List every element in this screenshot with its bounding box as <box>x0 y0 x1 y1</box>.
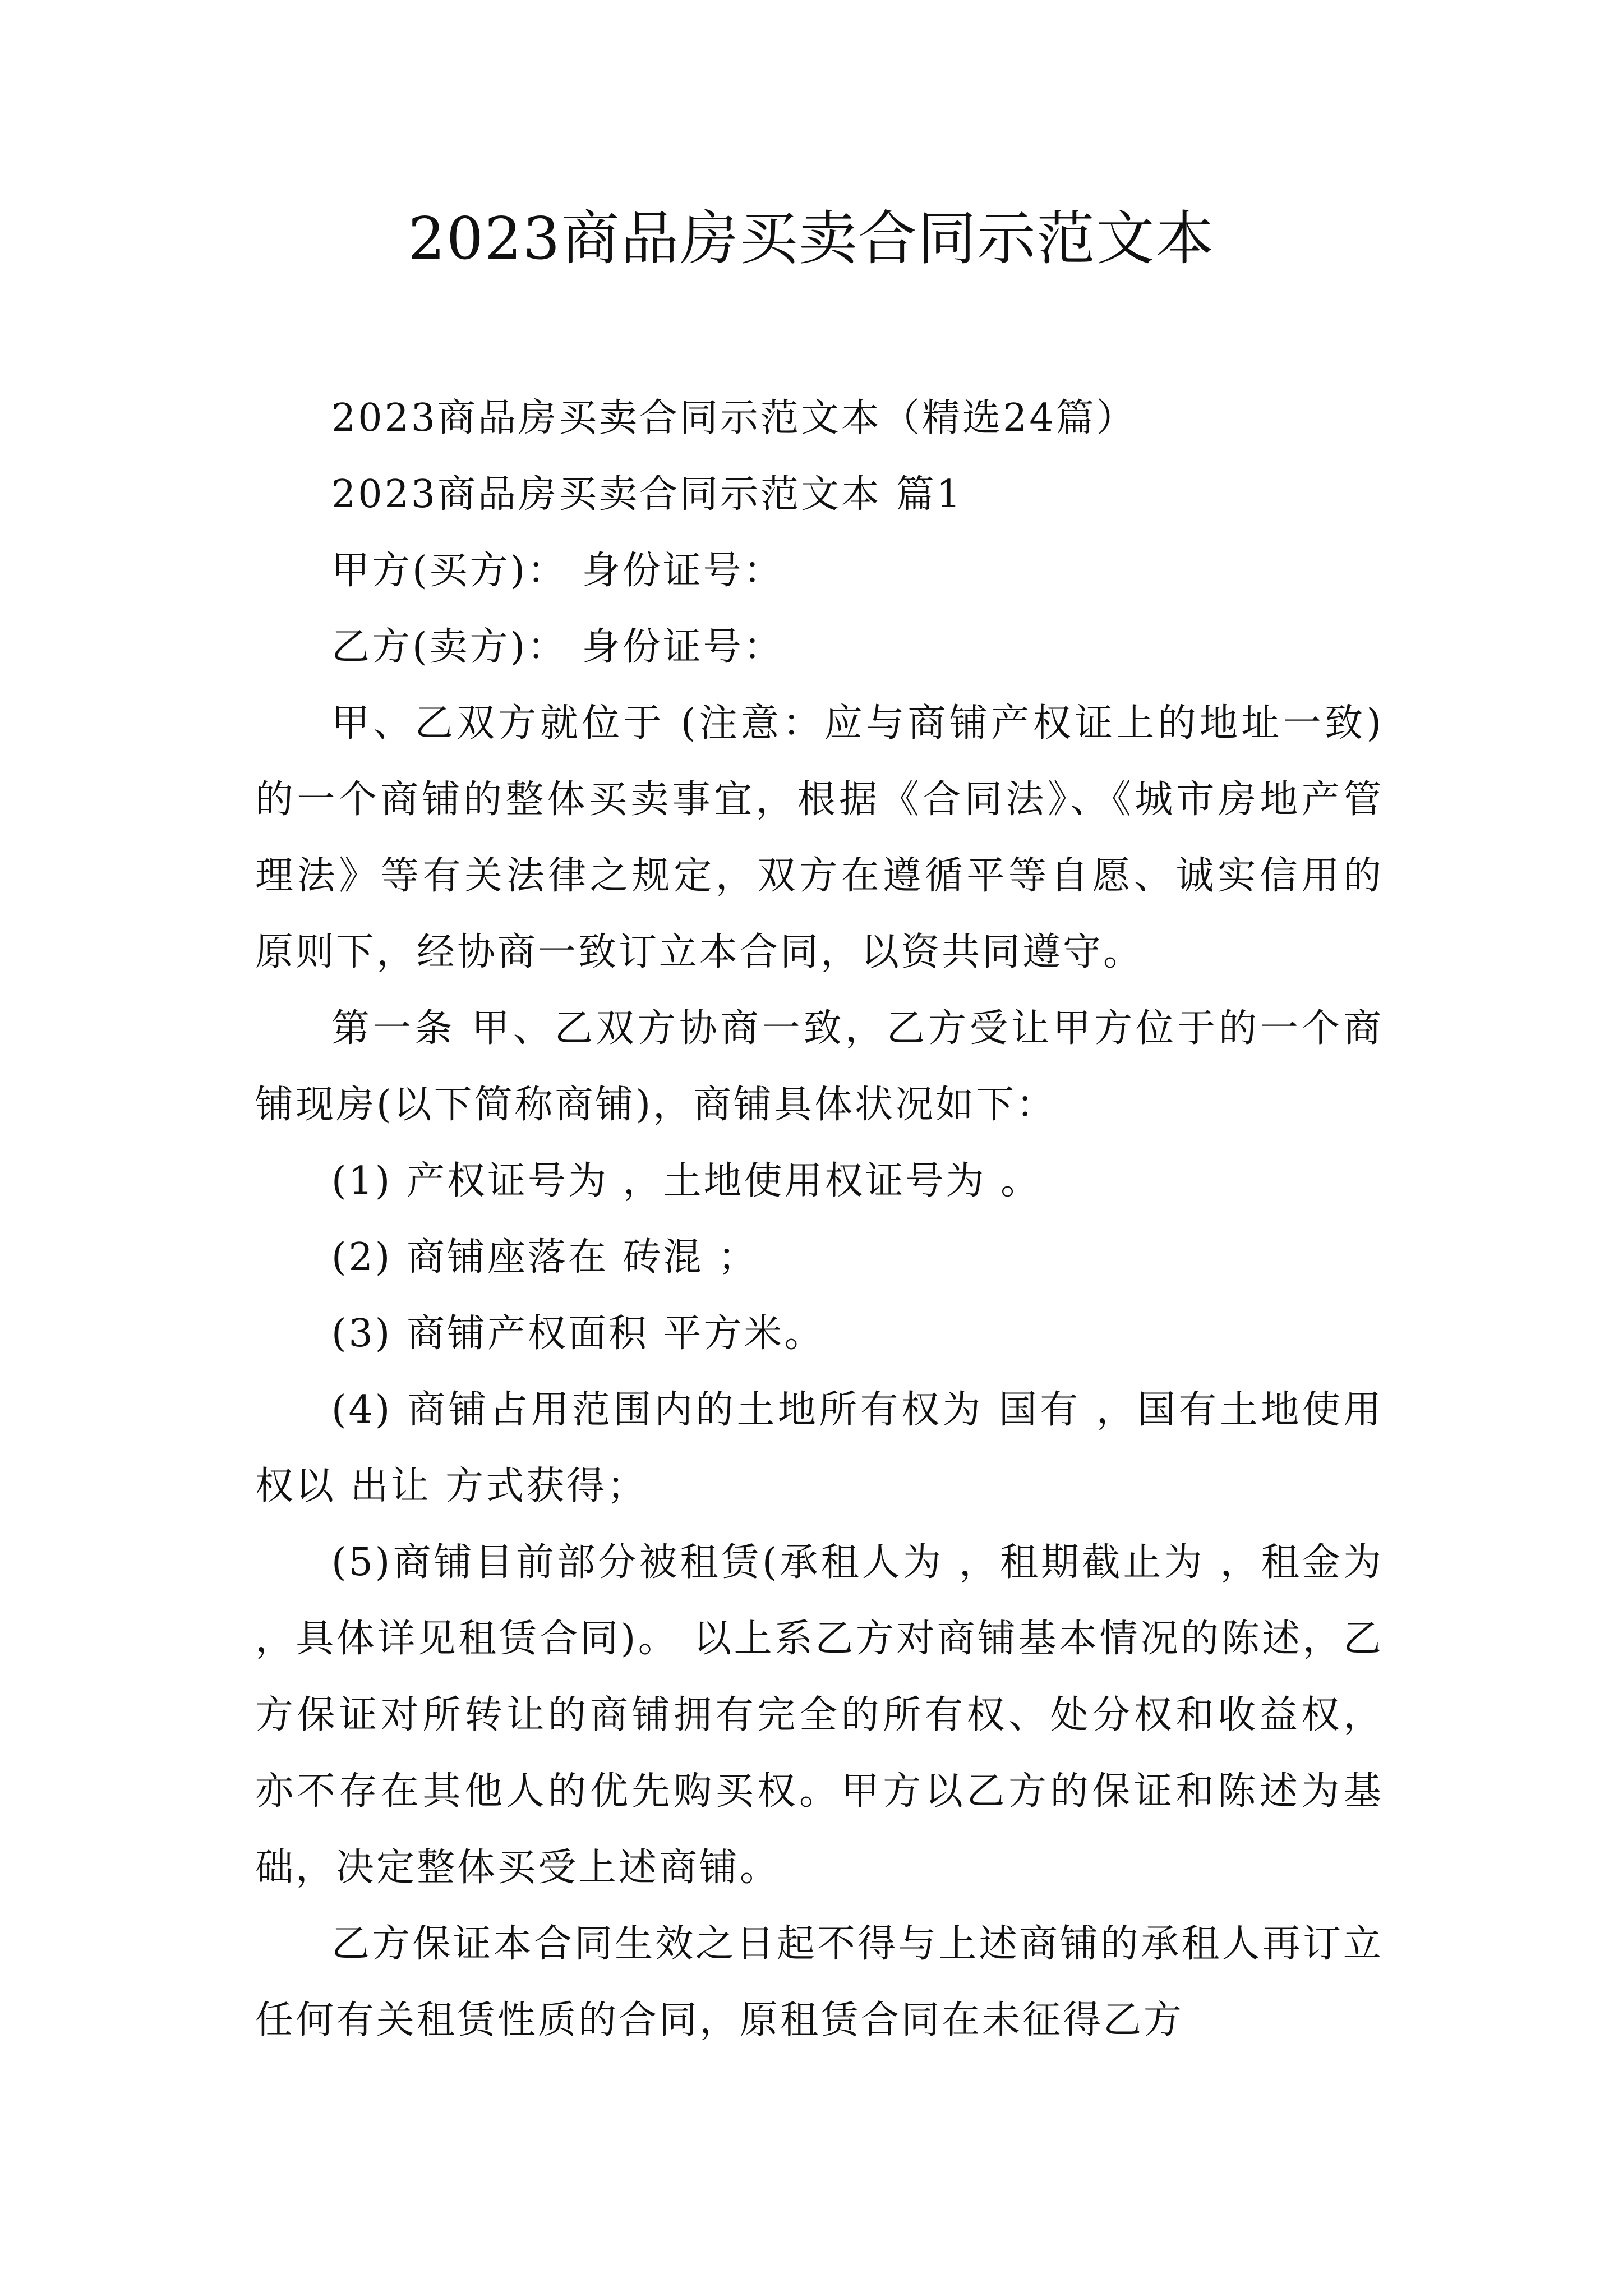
paragraph-preamble: 甲、乙双方就位于 (注意：应与商铺产权证上的地址一致)的一个商铺的整体买卖事宜，根据《合同法》、《城市房地产管理法》等有关法律之规定，双方在遵循平等自愿、诚实信用的原则下，经协商一致订立本合同，以资共同遵守。 <box>255 701 1384 974</box>
paragraph-party-a: 甲方(买方)： 身份证号： <box>331 549 784 593</box>
paragraph-item-1: (1) 产权证号为 ，土地使用权证号为 。 <box>331 1159 1041 1203</box>
paragraph-section-heading: 2023商品房买卖合同示范文本 篇1 <box>331 472 963 517</box>
paragraph-subtitle: 2023商品房买卖合同示范文本（精选24篇） <box>331 396 1137 440</box>
paragraph-item-4: (4) 商铺占用范围内的土地所有权为 国有 ，国有土地使用权以 出让 方式获得； <box>255 1388 1384 1508</box>
paragraph-party-b: 乙方(卖方)： 身份证号： <box>331 625 784 669</box>
document-body <box>255 380 1384 2059</box>
paragraph-item-2: (2) 商铺座落在 砖混 ； <box>331 1235 759 1280</box>
paragraph-article-1: 第一条 甲、乙双方协商一致，乙方受让甲方位于的一个商铺现房(以下简称商铺)，商铺具体状况如下： <box>255 1006 1384 1127</box>
paragraph-item-3: (3) 商铺产权面积 平方米。 <box>331 1312 825 1356</box>
paragraph-item-5: (5)商铺目前部分被租赁(承租人为 ，租期截止为 ，租金为 ，具体详见租赁合同)。 以上系乙方对商铺基本情况的陈述，乙方保证对所转让的商铺拥有完全的所有权、处分权和收益权，亦不存在其他人的优先购买权。甲方以乙方的保证和陈述为基础，决定整体买受上述商铺。 <box>255 1540 1384 1890</box>
document-title: 2023商品房买卖合同示范文本 <box>408 204 1215 273</box>
paragraph-seller-guarantee: 乙方保证本合同生效之日起不得与上述商铺的承租人再订立任何有关租赁性质的合同，原租赁合同在未征得乙方 <box>255 1922 1384 2042</box>
